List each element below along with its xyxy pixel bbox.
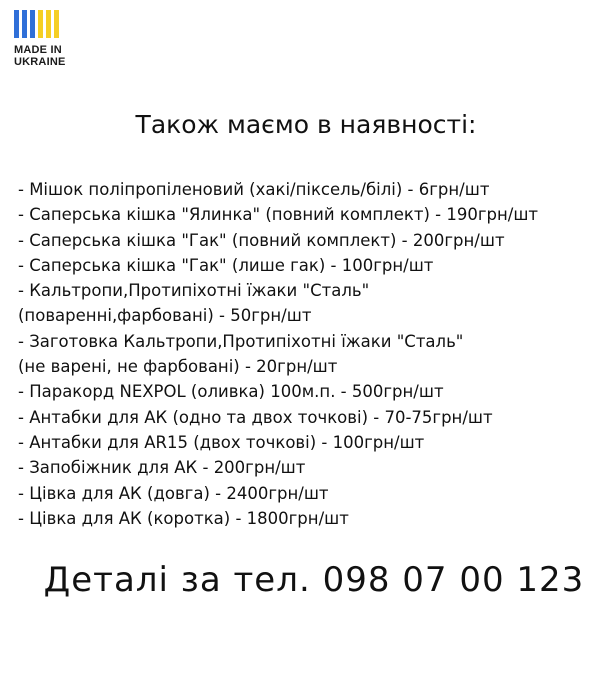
list-item: - Антабки для АК (одно та двох точкові) - 70-75грн/шт (18, 407, 493, 427)
contact-line: Деталі за тел. 098 07 00 123 (43, 560, 585, 600)
list-item: - Саперська кішка "Ялинка" (повний комплект) - 190грн/шт (18, 205, 539, 225)
list-item: (не варені, не фарбовані) - 20грн/шт (18, 357, 338, 377)
list-item: - Саперська кішка "Гак" (повний комплект) - 200грн/шт (18, 230, 505, 250)
product-list (18, 177, 603, 531)
list-item: - Цівка для АК (коротка) - 1800грн/шт (18, 508, 349, 528)
logo-stripe-blue (30, 10, 35, 38)
list-item: - Запобіжник для АК - 200грн/шт (18, 458, 306, 478)
logo-stripe-yellow (54, 10, 59, 38)
logo-stripe-blue (22, 10, 27, 38)
logo-line-1: MADE IN (14, 44, 62, 56)
logo-stripe-yellow (46, 10, 51, 38)
list-item: - Паракорд NEXPOL (оливка) 100м.п. - 500грн/шт (18, 382, 444, 402)
logo-line-2: UKRAINE (14, 56, 66, 68)
logo-stripe-blue (14, 10, 19, 38)
list-item: - Саперська кішка "Гак" (лише гак) - 100грн/шт (18, 255, 434, 275)
list-item: - Кальтропи,Протипіхотні їжаки "Сталь" (18, 281, 370, 301)
page-heading: Також маємо в наявності: (135, 110, 477, 139)
logo-stripe-yellow (38, 10, 43, 38)
logo-text (14, 44, 94, 68)
list-item: - Заготовка Кальтропи,Протипіхотні їжаки "Сталь" (18, 331, 464, 351)
list-item: - Цівка для АК (довга) - 2400грн/шт (18, 483, 329, 503)
list-item: - Антабки для AR15 (двох точкові) - 100грн/шт (18, 432, 425, 452)
list-item: - Мішок поліпропіленовий (хакі/піксель/білі) - 6грн/шт (18, 180, 490, 199)
list-item: (поваренні,фарбовані) - 50грн/шт (18, 306, 312, 326)
logo-stripes (14, 10, 94, 38)
made-in-ukraine-logo (14, 10, 94, 68)
